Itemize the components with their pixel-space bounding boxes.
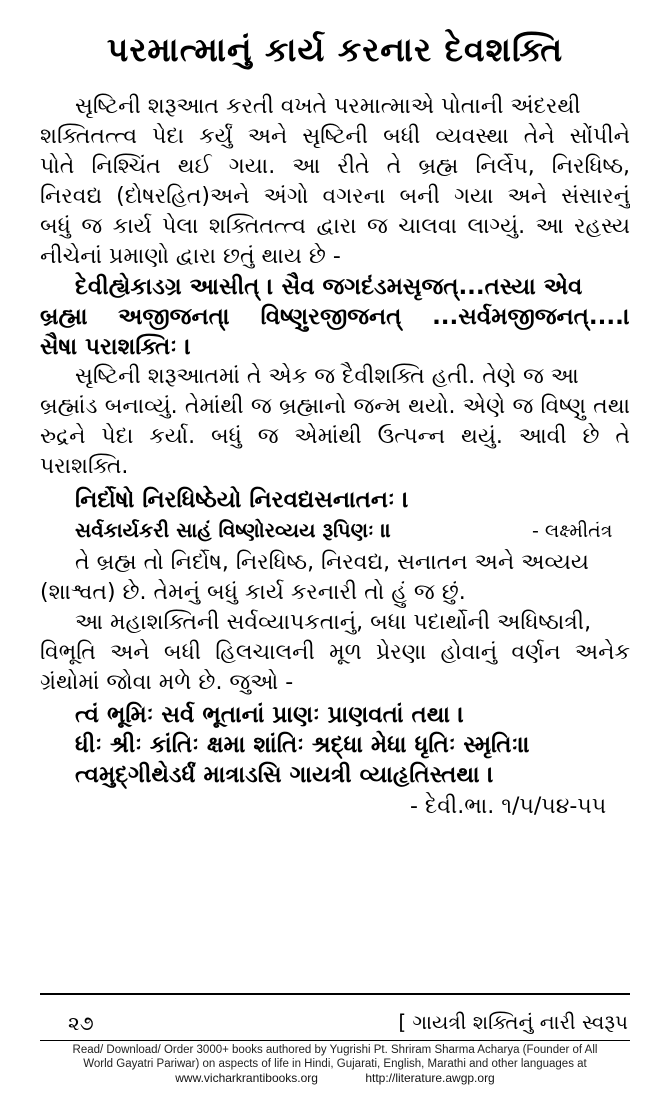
footer-note-divider xyxy=(40,1040,630,1041)
verse1-line-3: સૈષા પરાશક્તિઃ । xyxy=(40,334,192,360)
para1-line-3: પોતે નિશ્ચિંત થઈ ગયા. આ રીતે તે બ્રહ્મ નિર્લેપ, નિરધિષ્ઠ, xyxy=(40,154,630,179)
para1-line-4: નિરવદ્ય (દોષરહિત)અને અંગો વગરના બની ગયા અને સંસારનું xyxy=(40,184,630,209)
page-number: ૨૭ xyxy=(68,1011,94,1035)
page-title: પરમાત્માનું કાર્ય કરનાર દેવશક્તિ xyxy=(106,30,564,69)
para3-line-1: તે બ્રહ્મ તો નિર્દોષ, નિરધિષ્ઠ, નિરવદ્ય, સનાતન અને અવ્યય xyxy=(75,550,589,575)
verse3-line-3: ત્વમુદ્‌ગીથેડર્ધં માત્રાડસિ ગાયત્રી વ્યાહૃતિસ્તથા । xyxy=(75,762,494,788)
verse2-line-1: નિર્દોષો નિરધિષ્ઠેયો નિરવદ્યસનાતનઃ । xyxy=(75,487,409,513)
para3-line-2: (શાશ્વત) છે. તેમનું બધું કાર્ય કરનારી તો હું જ છું. xyxy=(40,580,466,605)
para1-line-1: સૃષ્ટિની શરૂઆત કરતી વખતે પરમાત્માએ પોતાની અંદરથી xyxy=(75,94,581,119)
verse1-line-1: દેવીહ્યેકાડગ્ર આસીત્ । સૈવ જગદંડમસૃજત્...તસ્યા એવ xyxy=(75,274,583,300)
para2-line-2: બ્રહ્માંડ બનાવ્યું. તેમાંથી જ બ્રહ્માનો જન્મ થયો. એણે જ વિષ્ણુ તથા xyxy=(40,394,630,419)
awgp-literature-link[interactable]: http://literature.awgp.org xyxy=(365,1071,495,1085)
para4-line-3: ગ્રંથોમાં જોવા મળે છે. જુઓ - xyxy=(40,670,294,695)
para1-line-6: નીચેનાં પ્રમાણો દ્વારા છતું થાય છે - xyxy=(40,244,341,269)
para4-line-1: આ મહાશક્તિની સર્વવ્યાપકતાનું, બધા પદાર્થોની અધિષ્ઠાત્રી, xyxy=(75,610,592,635)
footer-note-line-2: World Gayatri Pariwar) on aspects of life in Hindi, Gujarati, English, Marathi and other languages at xyxy=(83,1058,587,1070)
book-title: [ ગાયત્રી શક્તિનું નારી સ્વરૂપ xyxy=(398,1010,628,1034)
footer-divider xyxy=(40,993,630,995)
para1-line-2: શક્તિતત્ત્વ પેદા કર્યું અને સૃષ્ટિની બધી વ્યવસ્થા તેને સોંપીને xyxy=(40,124,630,149)
footer-links xyxy=(0,1071,670,1085)
verse1-line-2: બ્રહ્મા અજીજનત્। વિષ્ણુરજીજનત્ ...સર્વમજીજનત્....। xyxy=(40,304,630,330)
verse2-line-2: સર્વકાર્યકરી સાહં વિષ્ણોરવ્યય રૂપિણઃ ॥ xyxy=(75,518,392,542)
para1-line-5: બધું જ કાર્ય પેલા શક્તિતત્ત્વ દ્વારા જ ચાલવા લાગ્યું. આ રહસ્ય xyxy=(40,214,630,239)
para2-line-4: પરાશક્તિ. xyxy=(40,454,129,479)
para2-line-3: રુદ્રને પેદા કર્યા. બધું જ એમાંથી ઉત્પન્ન થયું. આવી છે તે xyxy=(40,424,630,449)
para4-line-2: વિભૂતિ અને બધી હિલચાલની મૂળ પ્રેરણા હોવાનું વર્ણન અનેક xyxy=(40,640,630,665)
vicharkranti-link[interactable]: www.vicharkrantibooks.org xyxy=(175,1071,318,1085)
verse3-source: - દેવી.ભા. ૧/૫/૫૪-૫૫ xyxy=(410,794,607,819)
para2-line-1: સૃષ્ટિની શરૂઆતમાં તે એક જ દૈવીશક્તિ હતી. તેણે જ આ xyxy=(75,364,579,389)
footer-note xyxy=(30,1043,640,1071)
verse2-source: - લક્ષ્મીતંત્ર xyxy=(532,520,613,542)
verse3-line-1: ત્વં ભૂમિઃ સર્વ ભૂતાનાં પ્રાણઃ પ્રાણવતાં તથા । xyxy=(75,702,465,728)
verse3-line-2: ધીઃ શ્રીઃ કાંતિઃ ક્ષમા શાંતિઃ શ્રદ્ધા મેધા ધૃતિઃ સ્મૃતિઃ॥ xyxy=(75,732,531,758)
footer-note-line-1: Read/ Download/ Order 3000+ books authored by Yugrishi Pt. Shriram Sharma Acharya (Founder of All xyxy=(72,1044,598,1056)
